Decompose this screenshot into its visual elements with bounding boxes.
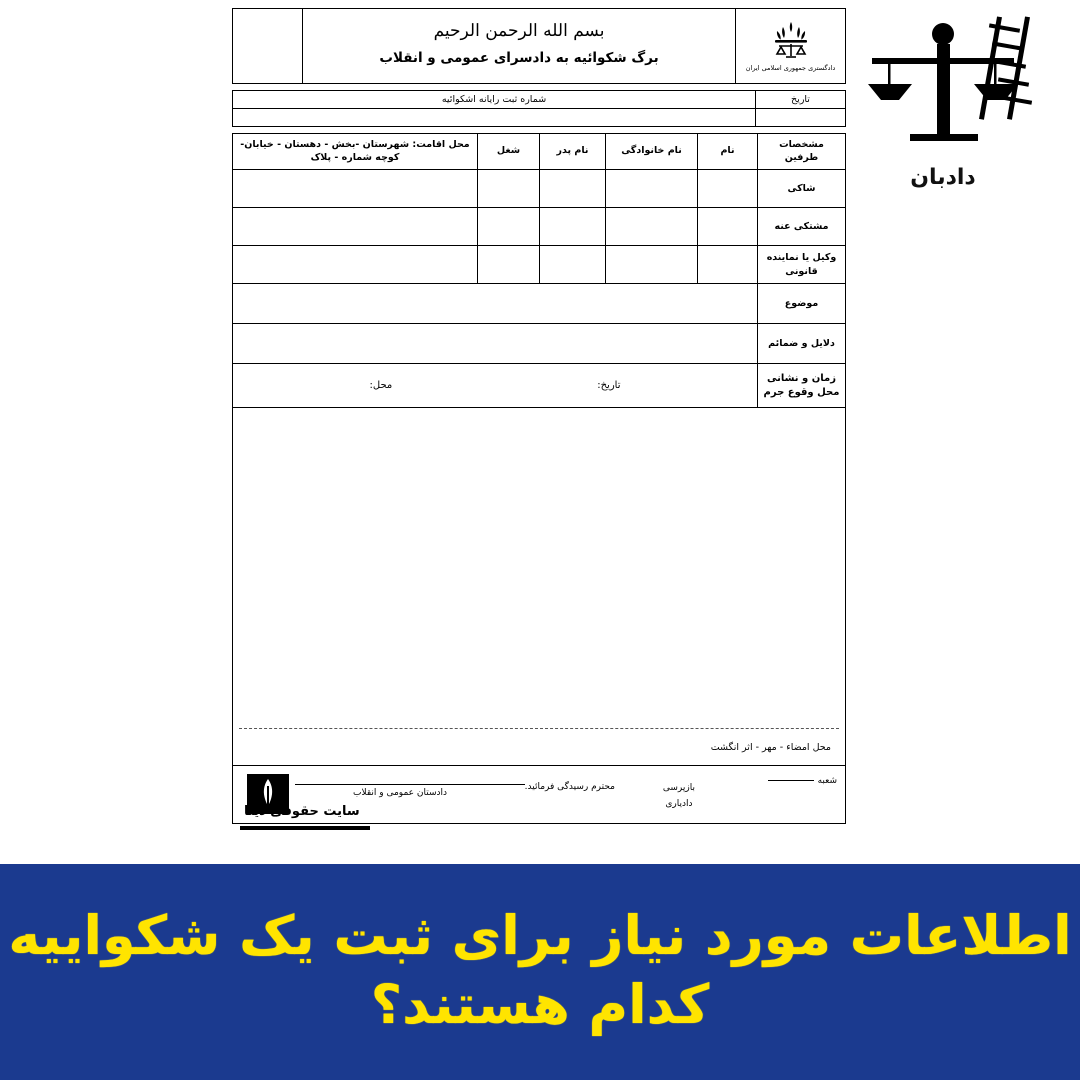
prosecutor-title: دادستان عمومی و انقلاب [353, 788, 447, 798]
registration-header-row [233, 91, 846, 109]
parties-header-row [233, 134, 846, 170]
crime-time-place-row [233, 364, 846, 408]
emblem-caption: دادگستری جمهوری اسلامی ایران [745, 64, 836, 72]
attorney-family-field[interactable] [606, 246, 698, 284]
accused-family-field[interactable] [606, 208, 698, 246]
signature-note: محل امضاء - مهر - اثر انگشت [710, 742, 831, 753]
banner-line-2: کدام هستند؟ [370, 973, 710, 1036]
evidence-label: دلایل و ضمائم [758, 324, 846, 364]
parties-header-family: نام خانوادگی [606, 134, 698, 170]
signature-divider [239, 728, 839, 729]
parties-header-rowlabel: مشخصات طرفین [758, 134, 846, 170]
order-text: محترم رسیدگی فرمائید. [524, 782, 615, 792]
attorney-address-field[interactable] [233, 246, 478, 284]
form-title: برگ شکوائیه به دادسرای عمومی و انقلاب [379, 49, 659, 66]
caption-banner [0, 864, 1080, 1080]
branch-rule [768, 780, 814, 781]
crime-date-label: تاریخ: [597, 380, 621, 391]
banner-line-1: اطلاعات مورد نیاز برای ثبت یک شکواییه [8, 903, 1072, 967]
complaint-body-area[interactable] [232, 408, 846, 766]
dadban-logo [848, 14, 1038, 194]
parties-header-name: نام [698, 134, 758, 170]
complainant-address-field[interactable] [233, 170, 478, 208]
attorney-job-field[interactable] [478, 246, 540, 284]
complainant-father-field[interactable] [540, 170, 606, 208]
registration-table [232, 90, 846, 127]
dadban-logo-caption: دادبان [910, 165, 976, 190]
emblem-cell [735, 9, 845, 83]
complainant-family-field[interactable] [606, 170, 698, 208]
header-blank-cell [233, 9, 303, 83]
footer-branch-block [764, 774, 837, 789]
registration-value-row [233, 109, 846, 127]
scales-of-justice-icon [848, 14, 1038, 164]
table-row [233, 246, 846, 284]
investigator-label: بازپرسی [662, 783, 695, 793]
subject-field[interactable] [233, 284, 758, 324]
accused-name-field[interactable] [698, 208, 758, 246]
bismillah-text: بسم الله الرحمن الرحیم [433, 20, 605, 41]
site-caption-underline [240, 826, 370, 830]
form-header [232, 8, 846, 84]
party-label-complainant: شاکی [758, 170, 846, 208]
accused-job-field[interactable] [478, 208, 540, 246]
registration-date-value[interactable] [756, 109, 846, 127]
footer-assignment-block [663, 780, 695, 812]
complaint-form-sheet [232, 8, 846, 858]
table-row [233, 208, 846, 246]
evidence-row [233, 324, 846, 364]
attorney-father-field[interactable] [540, 246, 606, 284]
parties-table [232, 133, 846, 408]
crime-time-place-label: زمان و نشانی محل وقوع جرم [758, 364, 846, 408]
crime-place-label: محل: [369, 380, 393, 391]
title-cell [303, 9, 735, 83]
parties-header-father: نام پدر [540, 134, 606, 170]
site-caption: سایت حقوقی دینا [244, 804, 360, 819]
registration-number-value[interactable] [233, 109, 756, 127]
party-label-attorney: وکیل یا نماینده قانونی [758, 246, 846, 284]
complaint-body-text[interactable] [233, 408, 845, 424]
subject-row [233, 284, 846, 324]
registration-date-label: تاریخ [756, 91, 846, 109]
party-label-accused: مشتکی عنه [758, 208, 846, 246]
parties-header-job: شغل [478, 134, 540, 170]
branch-label: شعبه [817, 776, 837, 786]
attorney-name-field[interactable] [698, 246, 758, 284]
inspection-label: دادیاری [665, 799, 693, 810]
evidence-field[interactable] [233, 324, 758, 364]
accused-father-field[interactable] [540, 208, 606, 246]
complainant-name-field[interactable] [698, 170, 758, 208]
iran-emblem-icon [769, 20, 813, 62]
registration-number-label: شماره ثبت رایانه اشکوائیه [233, 91, 756, 109]
subject-label: موضوع [758, 284, 846, 324]
prosecutor-signature-line [295, 784, 525, 785]
parties-header-address: محل اقامت: شهرستان -بخش - دهستان - خیابان- کوچه شماره - پلاک [233, 134, 478, 170]
table-row [233, 170, 846, 208]
accused-address-field[interactable] [233, 208, 478, 246]
complainant-job-field[interactable] [478, 170, 540, 208]
crime-time-place-cell [233, 364, 758, 408]
